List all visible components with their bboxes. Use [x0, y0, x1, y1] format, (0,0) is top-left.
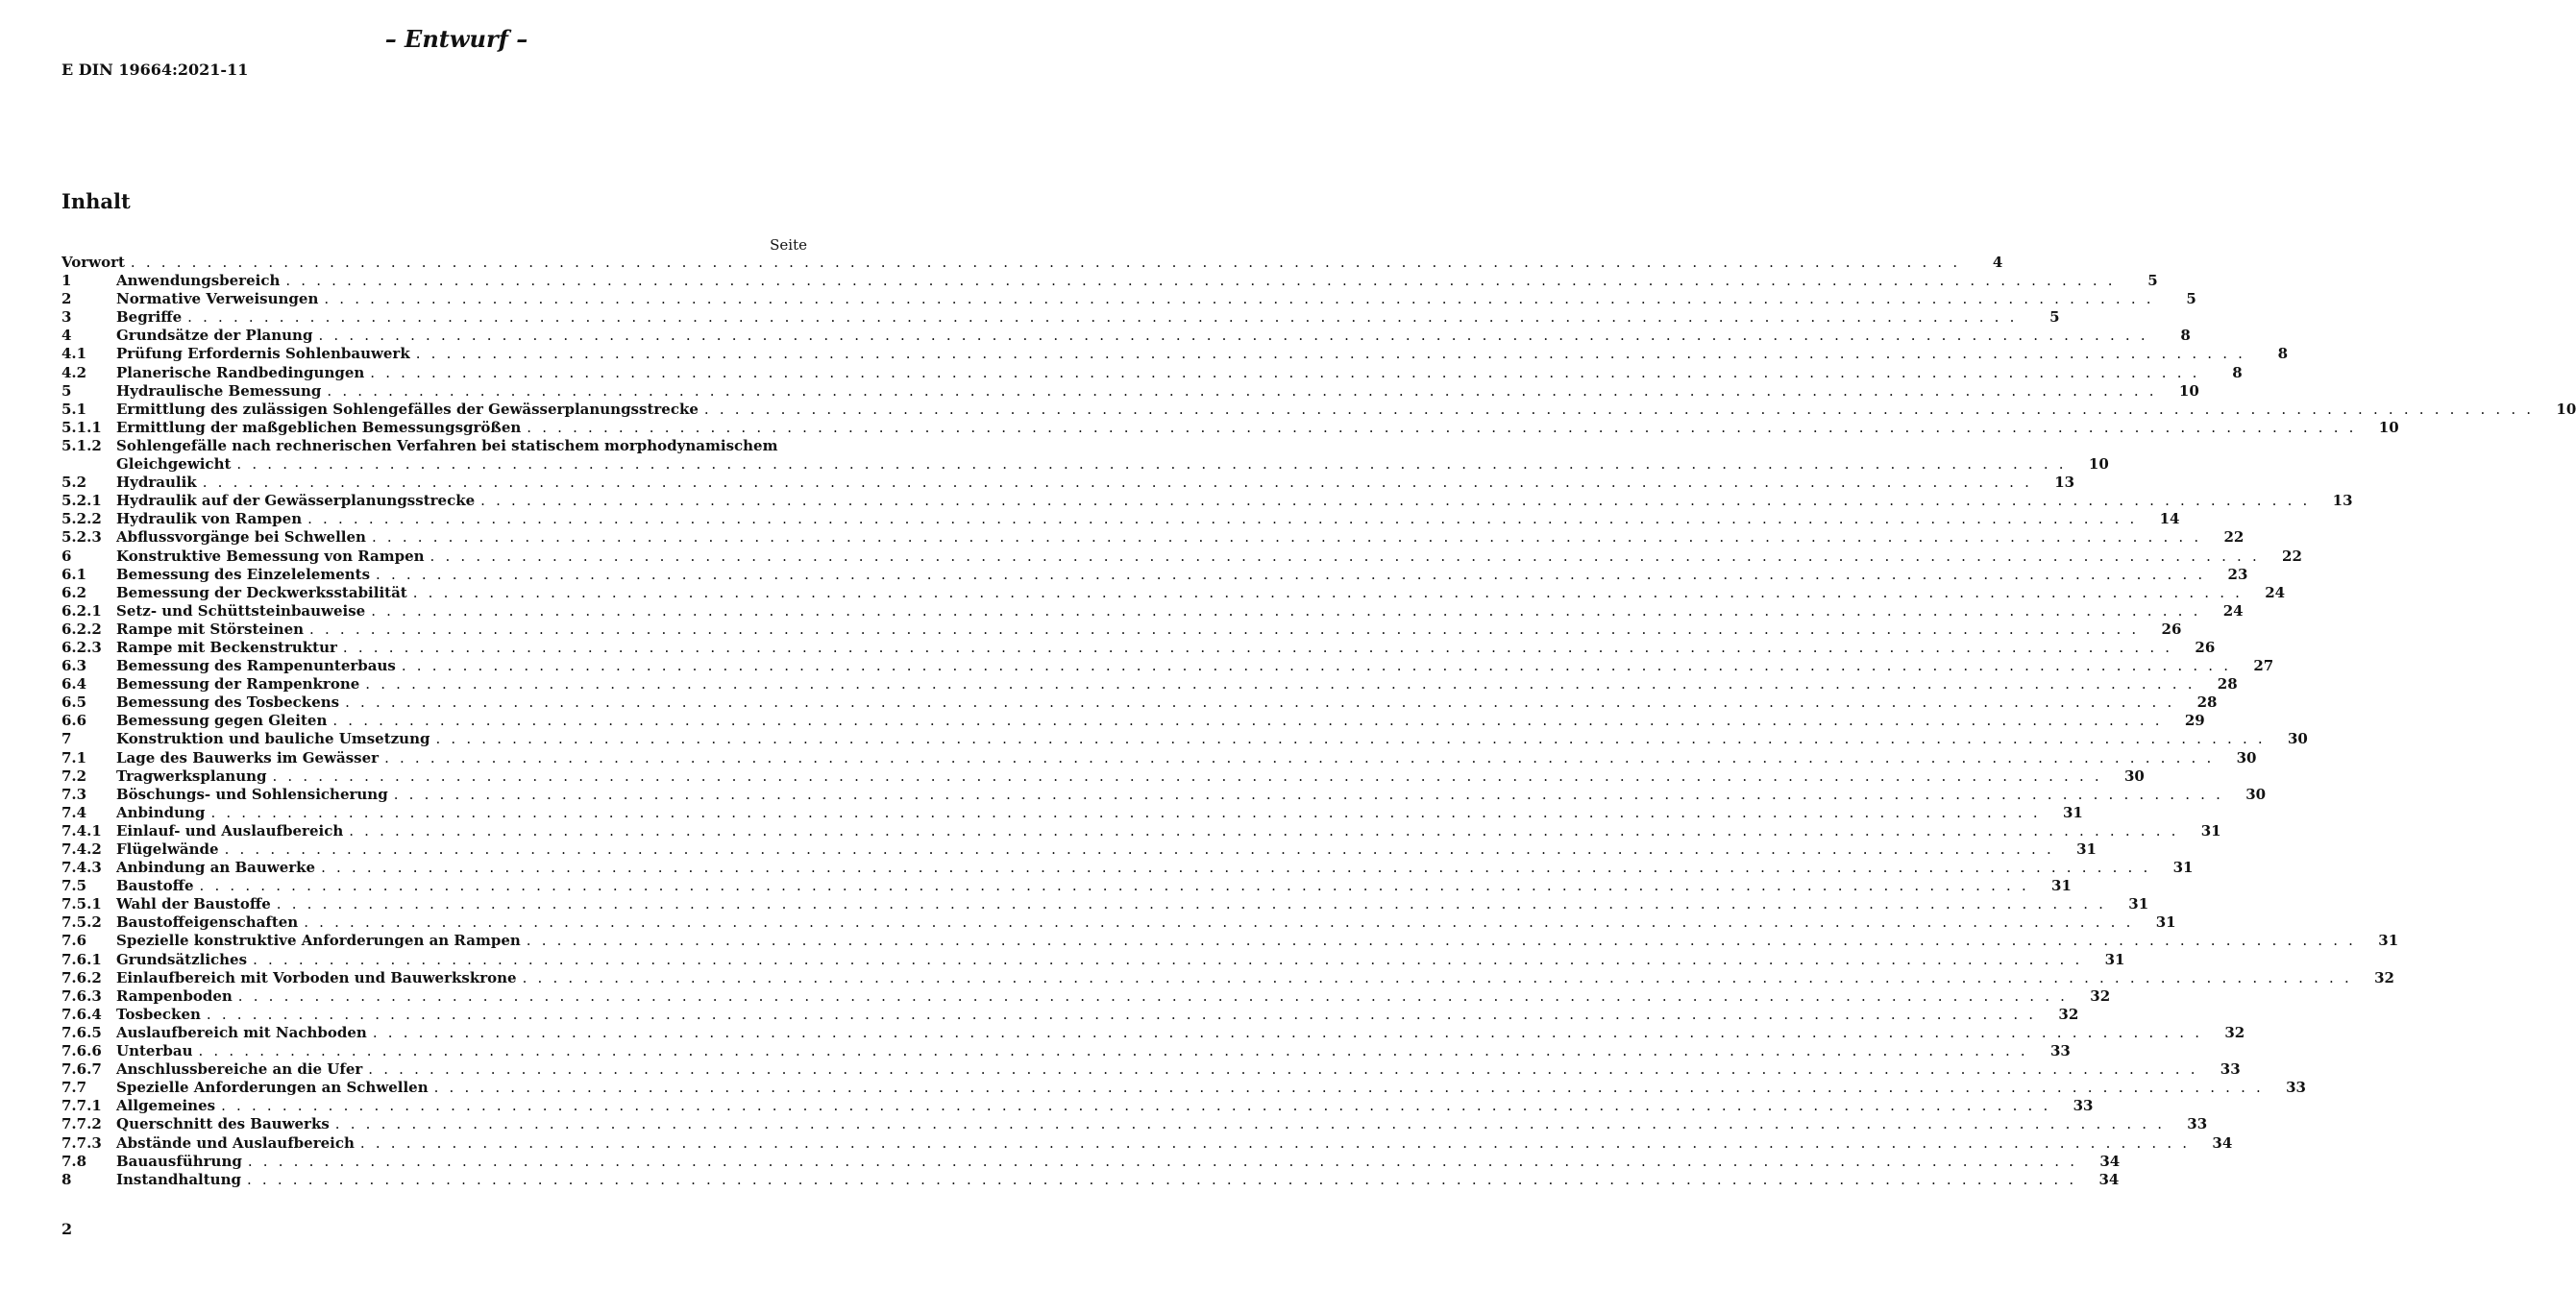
toc-entry-page: 30	[2287, 730, 2308, 748]
toc-entry-title: Prüfung Erfordernis Sohlenbauwerk	[116, 345, 410, 363]
toc-dot-leader: . . . . . . . . . . . . . . . . . . . . . . . . . . . . . . . . . . . . . . . . . . . . . . . . . . . . . . . . . . . . . . . . . . . . . . . . . . . . . . . . . . . . . . . . . . . . . . . . . . . . . . . . . . . . . . . . . . . . . . . .	[522, 968, 2352, 986]
toc-entry[interactable]	[61, 620, 2182, 639]
toc-entry[interactable]	[61, 950, 2125, 969]
toc-entry-page: 29	[2184, 712, 2205, 730]
toc-entry-page: 34	[2099, 1152, 2121, 1170]
toc-entry-page: 33	[2073, 1097, 2094, 1115]
toc-dot-leader: . . . . . . . . . . . . . . . . . . . . . . . . . . . . . . . . . . . . . . . . . . . . . . . . . . . . . . . . . . . . . . . . . . . . . . . . . . . . . . . . . . . . . . . . . . . . . . . . . . . . . . . . . . . . . . . . . . . . . . . .	[210, 803, 2041, 821]
toc-entry[interactable]	[61, 254, 2003, 272]
toc-entry-page: 32	[2374, 968, 2394, 986]
toc-entry[interactable]	[61, 1042, 2071, 1060]
table-of-contents	[61, 254, 2576, 1189]
toc-entry-page: 10	[2088, 455, 2109, 474]
toc-entry-title: Planerische Randbedingungen	[116, 363, 365, 381]
toc-entry[interactable]	[61, 877, 2072, 895]
toc-dot-leader: . . . . . . . . . . . . . . . . . . . . . . . . . . . . . . . . . . . . . . . . . . . . . . . . . . . . . . . . . . . . . . . . . . . . . . . . . . . . . . . . . . . . . . . . . . . . . . . . . . . . . . . . . . . . . . . . . . . . . . . .	[246, 1170, 2077, 1188]
toc-entry-number: 6.2.1	[61, 601, 102, 620]
toc-entry-title: Anwendungsbereich	[116, 272, 281, 290]
toc-entry-title-continued: Gleichgewicht	[116, 455, 232, 474]
toc-entry-title: Tosbecken	[116, 1005, 201, 1023]
toc-entry-number: 7.5.2	[61, 913, 102, 932]
toc-entry-title: Vorwort	[61, 254, 125, 271]
toc-entry-page: 8	[2180, 327, 2191, 345]
toc-dot-leader: . . . . . . . . . . . . . . . . . . . . . . . . . . . . . . . . . . . . . . . . . . . . . . . . . . . . . . . . . . . . . . . . . . . . . . . . . . . . . . . . . . . . . . . . . . . . . . . . . . . . . . . . . . . . . . . . . . . . . . . .	[130, 254, 1961, 271]
toc-entry[interactable]	[61, 821, 2221, 840]
toc-dot-leader: . . . . . . . . . . . . . . . . . . . . . . . . . . . . . . . . . . . . . . . . . . . . . . . . . . . . . . . . . . . . . . . . . . . . . . . . . . . . . . . . . . . . . . . . . . . . . . . . . . . . . . . . . . . . . . . . . . . . . . . .	[237, 986, 2069, 1005]
toc-entry[interactable]	[61, 767, 2145, 786]
toc-entry-page: 24	[2222, 601, 2244, 620]
toc-entry-page: 13	[2054, 474, 2075, 492]
toc-entry-number: 5.1.1	[61, 418, 102, 436]
toc-entry-number: 4.2	[61, 363, 87, 381]
toc-entry-page: 28	[2217, 675, 2238, 694]
toc-entry-title: Hydraulik von Rampen	[116, 510, 303, 528]
toc-entry[interactable]	[61, 1097, 2094, 1115]
toc-entry-number: 7.7.2	[61, 1115, 102, 1133]
toc-dot-leader: . . . . . . . . . . . . . . . . . . . . . . . . . . . . . . . . . . . . . . . . . . . . . . . . . . . . . . . . . . . . . . . . . . . . . . . . . . . . . . . . . . . . . . . . . . . . . . . . . . . . . . . . . . . . . . . . . . . . . . . .	[342, 638, 2173, 656]
toc-entry[interactable]	[61, 437, 807, 455]
toc-entry-page: 5	[2186, 290, 2196, 308]
toc-entry-number: 6.2	[61, 583, 87, 601]
toc-entry-title: Abstände und Auslaufbereich	[116, 1133, 355, 1152]
toc-entry[interactable]	[61, 1023, 2245, 1042]
toc-dot-leader: . . . . . . . . . . . . . . . . . . . . . . . . . . . . . . . . . . . . . . . . . . . . . . . . . . . . . . . . . . . . . . . . . . . . . . . . . . . . . . . . . . . . . . . . . . . . . . . . . . . . . . . . . . . . . . . . . . . . . . . .	[327, 381, 2157, 400]
toc-dot-leader: . . . . . . . . . . . . . . . . . . . . . . . . . . . . . . . . . . . . . . . . . . . . . . . . . . . . . . . . . . . . . . . . . . . . . . . . . . . . . . . . . . . . . . . . . . . . . . . . . . . . . . . . . . . . . . . . . . . . . . . .	[309, 620, 2140, 638]
toc-entry[interactable]	[61, 327, 2191, 345]
toc-entry[interactable]	[61, 895, 2149, 913]
toc-entry[interactable]	[61, 400, 2576, 419]
toc-entry-page: 31	[2378, 932, 2399, 950]
toc-entry-number: 6.2.3	[61, 638, 102, 656]
toc-entry-page: 5	[2049, 308, 2060, 327]
toc-entry-title: Tragwerksplanung	[116, 767, 267, 785]
toc-entry-number: 7.6.5	[61, 1023, 102, 1041]
toc-entry-number: 6.2.2	[61, 620, 102, 638]
toc-entry-number: 7.7.1	[61, 1097, 102, 1115]
toc-entry-title: Anbindung an Bauwerke	[116, 859, 316, 877]
toc-entry-number: 7.2	[61, 767, 87, 785]
toc-entry-title: Unterbau	[116, 1042, 193, 1060]
toc-entry-title: Einlaufbereich mit Vorboden und Bauwerkskrone	[116, 968, 517, 986]
toc-entry[interactable]	[61, 363, 2243, 382]
toc-entry-page: 34	[2098, 1170, 2120, 1188]
toc-entry[interactable]	[61, 492, 2353, 510]
toc-entry[interactable]	[61, 1170, 2120, 1189]
toc-entry-number: 7.6	[61, 932, 87, 950]
toc-entry-page: 30	[2124, 767, 2145, 785]
toc-entry[interactable]	[61, 601, 2244, 621]
toc-entry-page: 31	[2104, 950, 2125, 968]
toc-entry-page: 27	[2253, 657, 2274, 675]
toc-entry-number: 5.2.3	[61, 528, 102, 547]
toc-entry-title: Bauausführung	[116, 1152, 242, 1170]
toc-entry-page: 30	[2245, 785, 2267, 803]
toc-entry-page: 31	[2076, 840, 2097, 858]
toc-entry-title: Grundsätzliches	[116, 950, 248, 968]
toc-dot-leader: . . . . . . . . . . . . . . . . . . . . . . . . . . . . . . . . . . . . . . . . . . . . . . . . . . . . . . . . . . . . . . . . . . . . . . . . . . . . . . . . . . . . . . . . . . . . . . . . . . . . . . . . . . . . . . . . . . . . . . . .	[304, 913, 2134, 932]
toc-entry[interactable]	[61, 694, 2218, 712]
toc-entry-number: 5.2.2	[61, 510, 102, 528]
toc-entry-title: Hydraulik	[116, 474, 197, 492]
toc-dot-leader: . . . . . . . . . . . . . . . . . . . . . . . . . . . . . . . . . . . . . . . . . . . . . . . . . . . . . . . . . . . . . . . . . . . . . . . . . . . . . . . . . . . . . . . . . . . . . . . . . . . . . . . . . . . . . . . . . . . . . . . .	[276, 895, 2107, 913]
toc-entry-page: 10	[2178, 381, 2199, 400]
toc-entry-title: Wahl der Baustoffe	[116, 895, 271, 913]
toc-dot-leader: . . . . . . . . . . . . . . . . . . . . . . . . . . . . . . . . . . . . . . . . . . . . . . . . . . . . . . . . . . . . . . . . . . . . . . . . . . . . . . . . . . . . . . . . . . . . . . . . . . . . . . . . . . . . . . . . . . . . . . . .	[365, 675, 2196, 694]
toc-entry-number: 7.5.1	[61, 895, 102, 913]
toc-entry-page: 33	[2220, 1060, 2241, 1079]
toc-entry[interactable]	[61, 1005, 2079, 1024]
toc-entry-page: 32	[2058, 1005, 2079, 1023]
toc-entry[interactable]	[61, 1115, 2208, 1133]
toc-entry-page: 10	[2378, 418, 2399, 436]
toc-entry-title: Baustoffeigenschaften	[116, 913, 299, 932]
toc-entry-page: 14	[2159, 510, 2180, 528]
toc-dot-leader: . . . . . . . . . . . . . . . . . . . . . . . . . . . . . . . . . . . . . . . . . . . . . . . . . . . . . . . . . . . . . . . . . . . . . . . . . . . . . . . . . . . . . . . . . . . . . . . . . . . . . . . . . . . . . . . . . . . . . . . .	[318, 327, 2148, 345]
toc-entry[interactable]	[61, 968, 2394, 987]
toc-entry-page: 22	[2223, 528, 2245, 547]
toc-entry-number: 7.4.2	[61, 840, 102, 858]
toc-entry[interactable]	[61, 381, 2199, 401]
toc-entry-number: 7.8	[61, 1152, 87, 1170]
toc-entry-page: 23	[2227, 565, 2248, 583]
toc-entry[interactable]	[61, 565, 2248, 584]
toc-entry-title: Bemessung gegen Gleiten	[116, 712, 328, 730]
toc-entry-number: 5.1	[61, 400, 87, 418]
toc-entry[interactable]	[61, 657, 2274, 675]
toc-entry-number: 7.6.2	[61, 968, 102, 986]
toc-entry[interactable]	[61, 1133, 2233, 1153]
toc-dot-leader: . . . . . . . . . . . . . . . . . . . . . . . . . . . . . . . . . . . . . . . . . . . . . . . . . . . . . . . . . . . . . . . . . . . . . . . . . . . . . . . . . . . . . . . . . . . . . . . . . . . . . . . . . . . . . . . . . . . . . . . .	[236, 455, 2067, 474]
toc-entry-title: Rampenboden	[116, 986, 233, 1005]
toc-entry-page: 13	[2332, 492, 2353, 510]
toc-entry[interactable]	[61, 272, 2158, 290]
toc-dot-leader: . . . . . . . . . . . . . . . . . . . . . . . . . . . . . . . . . . . . . . . . . . . . . . . . . . . . . . . . . . . . . . . . . . . . . . . . . . . . . . . . . . . . . . . . . . . . . . . . . . . . . . . . . . . . . . . . . . . . . . . .	[370, 363, 2200, 381]
toc-entry-title: Anschlussbereiche an die Ufer	[116, 1060, 363, 1079]
toc-entry-page: 4	[1992, 254, 2003, 271]
toc-entry-number: 1	[61, 272, 72, 290]
toc-entry-page: 22	[2282, 547, 2302, 565]
toc-dot-leader: . . . . . . . . . . . . . . . . . . . . . . . . . . . . . . . . . . . . . . . . . . . . . . . . . . . . . . . . . . . . . . . . . . . . . . . . . . . . . . . . . . . . . . . . . . . . . . . . . . . . . . . . . . . . . . . . . . . . . . . .	[272, 767, 2102, 785]
toc-dot-leader: . . . . . . . . . . . . . . . . . . . . . . . . . . . . . . . . . . . . . . . . . . . . . . . . . . . . . . . . . . . . . . . . . . . . . . . . . . . . . . . . . . . . . . . . . . . . . . . . . . . . . . . . . . . . . . . . . . . . . . . .	[376, 565, 2206, 583]
toc-entry-title: Einlauf- und Auslaufbereich	[116, 821, 344, 840]
toc-entry-title: Bemessung des Tosbeckens	[116, 694, 340, 712]
toc-entry-title: Spezielle Anforderungen an Schwellen	[116, 1079, 429, 1097]
toc-entry-title: Konstruktive Bemessung von Rampen	[116, 547, 425, 565]
toc-entry-number: 6.3	[61, 657, 87, 675]
toc-entry-number: 7.6.6	[61, 1042, 102, 1060]
toc-dot-leader: . . . . . . . . . . . . . . . . . . . . . . . . . . . . . . . . . . . . . . . . . . . . . . . . . . . . . . . . . . . . . . . . . . . . . . . . . . . . . . . . . . . . . . . . . . . . . . . . . . . . . . . . . . . . . . . . . . . . . . . .	[221, 1097, 2051, 1115]
toc-entry-number: 7.6.1	[61, 950, 102, 968]
toc-dot-leader: . . . . . . . . . . . . . . . . . . . . . . . . . . . . . . . . . . . . . . . . . . . . . . . . . . . . . . . . . . . . . . . . . . . . . . . . . . . . . . . . . . . . . . . . . . . . . . . . . . . . . . . . . . . . . . . . . . . . . . . .	[187, 308, 2018, 327]
toc-entry[interactable]	[61, 803, 2083, 822]
toc-dot-leader: . . . . . . . . . . . . . . . . . . . . . . . . . . . . . . . . . . . . . . . . . . . . . . . . . . . . . . . . . . . . . . . . . . . . . . . . . . . . . . . . . . . . . . . . . . . . . . . . . . . . . . . . . . . . . . . . . . . . . . . .	[412, 583, 2244, 601]
toc-entry[interactable]	[61, 418, 2399, 437]
toc-entry-number: 6.1	[61, 565, 87, 583]
toc-entry-number: 5.1.2	[61, 436, 102, 454]
toc-entry[interactable]	[61, 675, 2238, 694]
toc-entry-title: Anbindung	[116, 803, 206, 821]
toc-entry-title: Hydraulische Bemessung	[116, 381, 322, 400]
toc-dot-leader: . . . . . . . . . . . . . . . . . . . . . . . . . . . . . . . . . . . . . . . . . . . . . . . . . . . . . . . . . . . . . . . . . . . . . . . . . . . . . . . . . . . . . . . . . . . . . . . . . . . . . . . . . . . . . . . . . . . . . . . .	[332, 712, 2163, 730]
toc-entry-title: Begriffe	[116, 308, 183, 327]
toc-dot-leader: . . . . . . . . . . . . . . . . . . . . . . . . . . . . . . . . . . . . . . . . . . . . . . . . . . . . . . . . . . . . . . . . . . . . . . . . . . . . . . . . . . . . . . . . . . . . . . . . . . . . . . . . . . . . . . . . . . . . . . . .	[206, 1005, 2037, 1023]
toc-entry-number: 7.1	[61, 748, 87, 767]
toc-entry-page: 28	[2196, 694, 2218, 712]
toc-entry-number: 7.7	[61, 1079, 87, 1097]
toc-entry-title: Setz- und Schüttsteinbauweise	[116, 601, 366, 620]
toc-entry-title: Rampe mit Beckenstruktur	[116, 638, 337, 656]
toc-entry-title: Ermittlung der maßgeblichen Bemessungsgrößen	[116, 418, 522, 436]
toc-entry-title: Grundsätze der Planung	[116, 327, 313, 345]
toc-entry-page: 34	[2212, 1133, 2233, 1152]
toc-dot-leader: . . . . . . . . . . . . . . . . . . . . . . . . . . . . . . . . . . . . . . . . . . . . . . . . . . . . . . . . . . . . . . . . . . . . . . . . . . . . . . . . . . . . . . . . . . . . . . . . . . . . . . . . . . . . . . . . . . . . . . . .	[321, 859, 2151, 877]
toc-heading: Inhalt	[61, 189, 131, 213]
toc-dot-leader: . . . . . . . . . . . . . . . . . . . . . . . . . . . . . . . . . . . . . . . . . . . . . . . . . . . . . . . . . . . . . . . . . . . . . . . . . . . . . . . . . . . . . . . . . . . . . . . . . . . . . . . . . . . . . . . . . . . . . . . .	[285, 272, 2116, 290]
toc-dot-leader: . . . . . . . . . . . . . . . . . . . . . . . . . . . . . . . . . . . . . . . . . . . . . . . . . . . . . . . . . . . . . . . . . . . . . . . . . . . . . . . . . . . . . . . . . . . . . . . . . . . . . . . . . . . . . . . . . . . . . . . .	[202, 474, 2033, 492]
toc-dot-leader: . . . . . . . . . . . . . . . . . . . . . . . . . . . . . . . . . . . . . . . . . . . . . . . . . . . . . . . . . . . . . . . . . . . . . . . . . . . . . . . . . . . . . . . . . . . . . . . . . . . . . . . . . . . . . . . . . . . . . . . .	[324, 290, 2154, 308]
toc-dot-leader: . . . . . . . . . . . . . . . . . . . . . . . . . . . . . . . . . . . . . . . . . . . . . . . . . . . . . . . . . . . . . . . . . . . . . . . . . . . . . . . . . . . . . . . . . . . . . . . . . . . . . . . . . . . . . . . . . . . . . . . .	[307, 510, 2138, 528]
toc-entry-title: Ermittlung des zulässigen Sohlengefälles der Gewässerplanungsstrecke	[116, 400, 699, 418]
toc-dot-leader: . . . . . . . . . . . . . . . . . . . . . . . . . . . . . . . . . . . . . . . . . . . . . . . . . . . . . . . . . . . . . . . . . . . . . . . . . . . . . . . . . . . . . . . . . . . . . . . . . . . . . . . . . . . . . . . . . . . . . . . .	[224, 840, 2054, 858]
toc-entry[interactable]	[61, 913, 2176, 932]
toc-entry-title: Auslaufbereich mit Nachboden	[116, 1023, 367, 1041]
toc-entry[interactable]	[61, 583, 2286, 602]
toc-entry[interactable]	[61, 1152, 2121, 1171]
toc-entry[interactable]	[61, 730, 2308, 748]
toc-dot-leader: . . . . . . . . . . . . . . . . . . . . . . . . . . . . . . . . . . . . . . . . . . . . . . . . . . . . . . . . . . . . . . . . . . . . . . . . . . . . . . . . . . . . . . . . . . . . . . . . . . . . . . . . . . . . . . . . . . . . . . . .	[345, 694, 2175, 712]
toc-entry-page: 26	[2161, 620, 2182, 638]
toc-entry-title: Bemessung der Rampenkrone	[116, 675, 360, 694]
toc-entry-number: 7.4.3	[61, 859, 102, 877]
toc-entry-number: 3	[61, 308, 72, 327]
toc-entry[interactable]	[61, 932, 2399, 950]
toc-entry-number: 6	[61, 547, 72, 565]
toc-dot-leader: . . . . . . . . . . . . . . . . . . . . . . . . . . . . . . . . . . . . . . . . . . . . . . . . . . . . . . . . . . . . . . . . . . . . . . . . . . . . . . . . . . . . . . . . . . . . . . . . . . . . . . . . . . . . . . . . . . . . . . . .	[433, 1079, 2264, 1097]
toc-entry-page: 24	[2265, 583, 2286, 601]
toc-entry-title: Spezielle konstruktive Anforderungen an Rampen	[116, 932, 521, 950]
toc-entry-title: Normative Verweisungen	[116, 290, 319, 308]
toc-entry-page: 5	[2147, 272, 2158, 290]
toc-entry-number: 2	[61, 290, 72, 308]
toc-entry[interactable]	[61, 986, 2111, 1006]
toc-entry-number: 8	[61, 1170, 72, 1188]
toc-entry[interactable]	[61, 308, 2060, 327]
toc-entry-number: 6.4	[61, 675, 87, 694]
toc-entry-number: 7.7.3	[61, 1133, 102, 1152]
toc-entry-title: Instandhaltung	[116, 1170, 241, 1188]
toc-entry-number: 7	[61, 730, 72, 748]
toc-entry[interactable]	[61, 528, 2245, 547]
toc-entry[interactable]	[61, 547, 2302, 566]
toc-entry-number: 7.6.4	[61, 1005, 102, 1023]
toc-entry[interactable]	[61, 785, 2267, 804]
toc-entry[interactable]	[61, 638, 2216, 657]
toc-dot-leader: . . . . . . . . . . . . . . . . . . . . . . . . . . . . . . . . . . . . . . . . . . . . . . . . . . . . . . . . . . . . . . . . . . . . . . . . . . . . . . . . . . . . . . . . . . . . . . . . . . . . . . . . . . . . . . . . . . . . . . . .	[253, 950, 2083, 968]
toc-entry-title: Bemessung der Deckwerksstabilität	[116, 583, 407, 601]
toc-entry-page: 33	[2286, 1079, 2306, 1097]
toc-entry-title: Lage des Bauwerks im Gewässer	[116, 748, 380, 767]
toc-dot-leader: . . . . . . . . . . . . . . . . . . . . . . . . . . . . . . . . . . . . . . . . . . . . . . . . . . . . . . . . . . . . . . . . . . . . . . . . . . . . . . . . . . . . . . . . . . . . . . . . . . . . . . . . . . . . . . . . . . . . . . . .	[527, 418, 2357, 436]
toc-entry[interactable]	[61, 510, 2180, 528]
toc-dot-leader: . . . . . . . . . . . . . . . . . . . . . . . . . . . . . . . . . . . . . . . . . . . . . . . . . . . . . . . . . . . . . . . . . . . . . . . . . . . . . . . . . . . . . . . . . . . . . . . . . . . . . . . . . . . . . . . . . . . . . . . .	[198, 1042, 2028, 1060]
toc-entry-page: 32	[2090, 986, 2111, 1005]
toc-dot-leader: . . . . . . . . . . . . . . . . . . . . . . . . . . . . . . . . . . . . . . . . . . . . . . . . . . . . . . . . . . . . . . . . . . . . . . . . . . . . . . . . . . . . . . . . . . . . . . . . . . . . . . . . . . . . . . . . . . . . . . . .	[371, 528, 2202, 547]
toc-entry-page: 31	[2155, 913, 2176, 932]
toc-dot-leader: . . . . . . . . . . . . . . . . . . . . . . . . . . . . . . . . . . . . . . . . . . . . . . . . . . . . . . . . . . . . . . . . . . . . . . . . . . . . . . . . . . . . . . . . . . . . . . . . . . . . . . . . . . . . . . . . . . . . . . . .	[371, 601, 2201, 620]
draft-title: – Entwurf –	[384, 25, 528, 53]
toc-entry-page: 31	[2172, 859, 2194, 877]
toc-dot-leader: . . . . . . . . . . . . . . . . . . . . . . . . . . . . . . . . . . . . . . . . . . . . . . . . . . . . . . . . . . . . . . . . . . . . . . . . . . . . . . . . . . . . . . . . . . . . . . . . . . . . . . . . . . . . . . . . . . . . . . . .	[349, 821, 2179, 840]
toc-dot-leader: . . . . . . . . . . . . . . . . . . . . . . . . . . . . . . . . . . . . . . . . . . . . . . . . . . . . . . . . . . . . . . . . . . . . . . . . . . . . . . . . . . . . . . . . . . . . . . . . . . . . . . . . . . . . . . . . . . . . . . . .	[393, 785, 2224, 803]
toc-entry-page: 10	[2556, 400, 2576, 418]
toc-entry[interactable]	[61, 1079, 2306, 1097]
toc-dot-leader: . . . . . . . . . . . . . . . . . . . . . . . . . . . . . . . . . . . . . . . . . . . . . . . . . . . . . . . . . . . . . . . . . . . . . . . . . . . . . . . . . . . . . . . . . . . . . . . . . . . . . . . . . . . . . . . . . . . . . . . .	[415, 345, 2246, 363]
toc-entry-page: 31	[2200, 821, 2221, 840]
toc-entry-title: Querschnitt des Bauwerks	[116, 1115, 330, 1133]
toc-entry-title: Böschungs- und Sohlensicherung	[116, 785, 388, 803]
toc-entry-title: Flügelwände	[116, 840, 219, 858]
toc-entry-page: 31	[2062, 803, 2083, 821]
toc-entry-number: 7.3	[61, 785, 87, 803]
toc-dot-leader: . . . . . . . . . . . . . . . . . . . . . . . . . . . . . . . . . . . . . . . . . . . . . . . . . . . . . . . . . . . . . . . . . . . . . . . . . . . . . . . . . . . . . . . . . . . . . . . . . . . . . . . . . . . . . . . . . . . . . . . .	[401, 657, 2232, 675]
toc-entry-number: 5.2	[61, 474, 87, 492]
toc-entry-page: 33	[2049, 1042, 2071, 1060]
toc-entry-title: Bemessung des Rampenunterbaus	[116, 657, 396, 675]
toc-entry-page: 31	[2051, 877, 2072, 895]
toc-dot-leader: . . . . . . . . . . . . . . . . . . . . . . . . . . . . . . . . . . . . . . . . . . . . . . . . . . . . . . . . . . . . . . . . . . . . . . . . . . . . . . . . . . . . . . . . . . . . . . . . . . . . . . . . . . . . . . . . . . . . . . . .	[429, 547, 2260, 565]
toc-dot-leader: . . . . . . . . . . . . . . . . . . . . . . . . . . . . . . . . . . . . . . . . . . . . . . . . . . . . . . . . . . . . . . . . . . . . . . . . . . . . . . . . . . . . . . . . . . . . . . . . . . . . . . . . . . . . . . . . . . . . . . . .	[480, 492, 2311, 510]
toc-entry-page: 31	[2128, 895, 2149, 913]
toc-entry[interactable]	[61, 840, 2097, 859]
toc-dot-leader: . . . . . . . . . . . . . . . . . . . . . . . . . . . . . . . . . . . . . . . . . . . . . . . . . . . . . . . . . . . . . . . . . . . . . . . . . . . . . . . . . . . . . . . . . . . . . . . . . . . . . . . . . . . . . . . . . . . . . . . .	[384, 748, 2215, 767]
toc-entry-number: 4.1	[61, 345, 87, 363]
page-number: 2	[61, 1220, 73, 1238]
toc-entry-number: 6.6	[61, 712, 87, 730]
toc-dot-leader: . . . . . . . . . . . . . . . . . . . . . . . . . . . . . . . . . . . . . . . . . . . . . . . . . . . . . . . . . . . . . . . . . . . . . . . . . . . . . . . . . . . . . . . . . . . . . . . . . . . . . . . . . . . . . . . . . . . . . . . .	[247, 1152, 2078, 1170]
toc-page-column-label: Seite	[770, 236, 807, 254]
toc-entry-title: Bemessung des Einzelelements	[116, 565, 371, 583]
toc-entry-page: 8	[2232, 363, 2243, 381]
toc-entry[interactable]	[61, 748, 2257, 767]
toc-dot-leader: . . . . . . . . . . . . . . . . . . . . . . . . . . . . . . . . . . . . . . . . . . . . . . . . . . . . . . . . . . . . . . . . . . . . . . . . . . . . . . . . . . . . . . . . . . . . . . . . . . . . . . . . . . . . . . . . . . . . . . . .	[199, 877, 2029, 895]
toc-entry[interactable]	[61, 474, 2075, 492]
toc-entry-number: 7.4.1	[61, 821, 102, 840]
toc-dot-leader: . . . . . . . . . . . . . . . . . . . . . . . . . . . . . . . . . . . . . . . . . . . . . . . . . . . . . . . . . . . . . . . . . . . . . . . . . . . . . . . . . . . . . . . . . . . . . . . . . . . . . . . . . . . . . . . . . . . . . . . .	[526, 932, 2357, 950]
toc-entry-continuation[interactable]	[61, 455, 2109, 474]
document-id: E DIN 19664:2021-11	[61, 61, 249, 79]
toc-entry[interactable]	[61, 290, 2196, 308]
toc-entry-number: 5	[61, 381, 72, 400]
toc-entry-page: 32	[2224, 1023, 2245, 1041]
toc-entry-title: Abflussvorgänge bei Schwellen	[116, 528, 366, 547]
toc-entry-number: 4	[61, 327, 72, 345]
toc-entry-number: 7.5	[61, 877, 87, 895]
toc-entry-title: Hydraulik auf der Gewässerplanungsstrecke	[116, 492, 476, 510]
toc-entry-title: Baustoffe	[116, 877, 194, 895]
toc-entry-page: 30	[2236, 748, 2257, 767]
toc-entry-number: 5.2.1	[61, 492, 102, 510]
toc-entry-number: 7.6.3	[61, 986, 102, 1005]
toc-entry-title: Sohlengefälle nach rechnerischen Verfahren bei statischem morphodynamischem	[116, 436, 778, 454]
toc-entry-title: Rampe mit Störsteinen	[116, 620, 305, 638]
toc-entry-page: 26	[2195, 638, 2216, 656]
toc-entry-number: 7.6.7	[61, 1060, 102, 1079]
toc-entry-page: 8	[2277, 345, 2289, 363]
toc-entry[interactable]	[61, 345, 2289, 363]
toc-entry-number: 6.5	[61, 694, 87, 712]
toc-dot-leader: . . . . . . . . . . . . . . . . . . . . . . . . . . . . . . . . . . . . . . . . . . . . . . . . . . . . . . . . . . . . . . . . . . . . . . . . . . . . . . . . . . . . . . . . . . . . . . . . . . . . . . . . . . . . . . . . . . . . . . . .	[334, 1115, 2166, 1133]
toc-entry[interactable]	[61, 1060, 2241, 1079]
toc-entry[interactable]	[61, 859, 2194, 877]
toc-entry[interactable]	[61, 712, 2205, 730]
toc-entry-title: Konstruktion und bauliche Umsetzung	[116, 730, 430, 748]
toc-dot-leader: . . . . . . . . . . . . . . . . . . . . . . . . . . . . . . . . . . . . . . . . . . . . . . . . . . . . . . . . . . . . . . . . . . . . . . . . . . . . . . . . . . . . . . . . . . . . . . . . . . . . . . . . . . . . . . . . . . . . . . . .	[372, 1023, 2203, 1041]
toc-entry-number: 7.4	[61, 803, 87, 821]
toc-dot-leader: . . . . . . . . . . . . . . . . . . . . . . . . . . . . . . . . . . . . . . . . . . . . . . . . . . . . . . . . . . . . . . . . . . . . . . . . . . . . . . . . . . . . . . . . . . . . . . . . . . . . . . . . . . . . . . . . . . . . . . . .	[703, 400, 2535, 418]
toc-entry-title: Allgemeines	[116, 1097, 216, 1115]
toc-dot-leader: . . . . . . . . . . . . . . . . . . . . . . . . . . . . . . . . . . . . . . . . . . . . . . . . . . . . . . . . . . . . . . . . . . . . . . . . . . . . . . . . . . . . . . . . . . . . . . . . . . . . . . . . . . . . . . . . . . . . . . . .	[368, 1060, 2198, 1079]
toc-dot-leader: . . . . . . . . . . . . . . . . . . . . . . . . . . . . . . . . . . . . . . . . . . . . . . . . . . . . . . . . . . . . . . . . . . . . . . . . . . . . . . . . . . . . . . . . . . . . . . . . . . . . . . . . . . . . . . . . . . . . . . . .	[435, 730, 2266, 748]
toc-entry-page: 33	[2187, 1115, 2208, 1133]
toc-dot-leader: . . . . . . . . . . . . . . . . . . . . . . . . . . . . . . . . . . . . . . . . . . . . . . . . . . . . . . . . . . . . . . . . . . . . . . . . . . . . . . . . . . . . . . . . . . . . . . . . . . . . . . . . . . . . . . . . . . . . . . . .	[359, 1133, 2191, 1152]
